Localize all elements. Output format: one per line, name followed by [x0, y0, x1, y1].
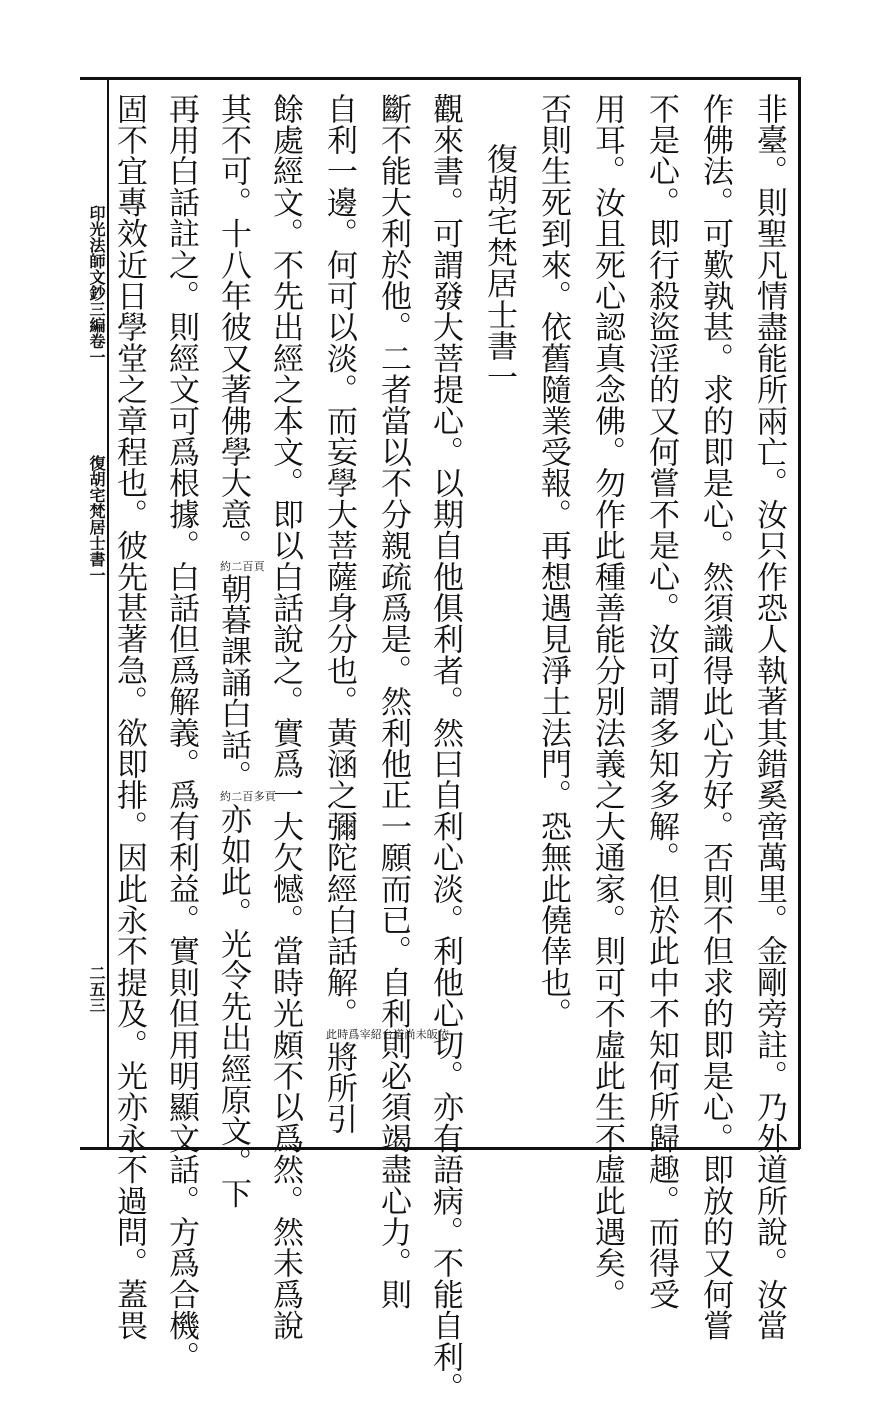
- text-column-13: 固不宜專效近日學堂之章程也。彼先甚著急。欲即排。因此永不提及。光亦永不過問。蓋畏: [111, 93, 147, 1341]
- text-column-10: 餘處經文。不先出經之本文。即以白話說之。實爲一大欠憾。當時光頗不以爲然。然未爲說: [267, 93, 303, 1341]
- text-column-11-mid: 朝暮課誦白話。: [215, 573, 251, 792]
- section-title: 復胡宅梵居士書一: [87, 455, 106, 583]
- text-column-4: 用耳。汝且死心認真念佛。勿作此種善能分別法義之大通家。則可不虛此生不虛此遇矣。: [589, 93, 625, 1310]
- text-column-7: 觀來書。可謂發大菩提心。以期自他俱利者。然曰自利心淡。利他心切。亦有語病。不能自利。: [427, 93, 463, 1403]
- annotation-note: 此時爲宰紹台道尚未皈依: [326, 1028, 450, 1041]
- text-column-11-tail: 亦如此。光令先出經原文。下: [215, 803, 251, 1210]
- page-frame-right: [798, 77, 801, 1149]
- text-column-2: 作佛法。可歎孰甚。求的即是心。然須識得此心方好。否則不但求的即是心。即放的又何嘗: [697, 93, 733, 1341]
- annotation-note: 約二百頁: [220, 560, 265, 573]
- page-frame-top: [80, 77, 800, 80]
- text-column-3: 不是心。即行殺盜淫的又何嘗不是心。汝可謂多知多解。但於此中不知何所歸趣。而得受: [643, 93, 679, 1310]
- text-column-9-main: 自利一邊。何可以淡。而妄學大菩薩身分也。黃涵之彌陀經白話解。: [321, 93, 357, 1029]
- margin-separator: [107, 77, 109, 1149]
- text-column-8: 斷不能大利於他。二者當以不分親疏爲是。然利他正一願而已。自利則必須竭盡心力。則: [375, 93, 411, 1310]
- annotation-note: 約二百多頁: [220, 790, 276, 804]
- page-number: 二五三: [87, 965, 106, 1013]
- text-column-5: 否則生死到來。依舊隨業受報。再想遇見淨土法門。恐無此僥倖也。: [535, 93, 571, 1029]
- text-column-1: 非臺。則聖凡情盡能所兩亡。汝只作恐人執著其錯奚啻萬里。金剛旁註。乃外道所說。汝當: [751, 93, 787, 1341]
- text-column-12: 再用白話註之。則經文可爲根據。白話但爲解義。爲有利益。實則但用明顯文話。方爲合機。: [163, 93, 199, 1373]
- letter-title: 復胡宅梵居士書一: [481, 143, 517, 393]
- text-column-11: [215, 93, 276, 1210]
- text-column-11-main: 其不可。十八年彼又著佛學大意。: [215, 93, 251, 561]
- text-column-9-tail: 將所引: [321, 1041, 357, 1135]
- book-title: 印光法師文鈔三編卷一: [87, 205, 106, 365]
